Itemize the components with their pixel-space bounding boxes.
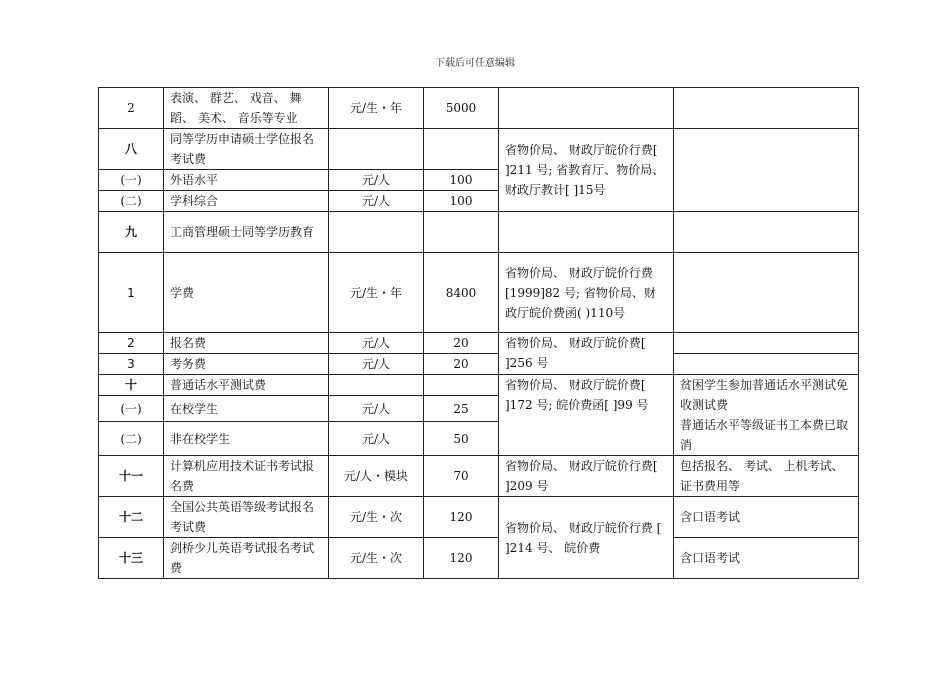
item-name: 学科综合 (164, 191, 329, 212)
item-basis: 省物价局、 财政厅皖价费[ ]172 号; 皖价费函[ ]99 号 (499, 375, 674, 456)
item-name: 普通话水平测试费 (164, 375, 329, 396)
fee-table (98, 87, 859, 579)
table-row (99, 354, 859, 375)
item-unit (329, 212, 424, 253)
item-name: 剑桥少儿英语考试报名考试费 (164, 538, 329, 579)
item-name: 非在校学生 (164, 422, 329, 456)
item-note: 包括报名、 考试、 上机考试、 证书费用等 (674, 456, 859, 497)
item-basis: 省物价局、 财政厅皖价行费[ ]209 号 (499, 456, 674, 497)
item-price: 20 (424, 333, 499, 354)
table-row (99, 497, 859, 538)
row-number: 十二 (99, 497, 164, 538)
note-line: 贫困学生参加普通话水平测试免收测试费 (680, 378, 849, 412)
note-line: 普通话水平等级证书工本费已取消 (680, 418, 849, 452)
item-basis (499, 212, 674, 253)
item-basis: 省物价局、 财政厅皖价费[ ]256 号 (499, 333, 674, 375)
item-note (674, 333, 859, 354)
row-number: 十 (99, 375, 164, 396)
row-number: (二) (99, 191, 164, 212)
item-price: 20 (424, 354, 499, 375)
item-name: 工商管理硕士同等学历教育 (164, 212, 329, 253)
item-price: 50 (424, 422, 499, 456)
row-number: (一) (99, 170, 164, 191)
row-number: 3 (99, 354, 164, 375)
item-basis: 省物价局、 财政厅皖价行费[1999]82 号; 省物价局、财政厅皖价费函( )110号 (499, 253, 674, 333)
item-price (424, 212, 499, 253)
item-name: 在校学生 (164, 396, 329, 422)
item-unit: 元/人 (329, 422, 424, 456)
item-unit (329, 129, 424, 170)
item-price: 5000 (424, 88, 499, 129)
item-name: 全国公共英语等级考试报名考试费 (164, 497, 329, 538)
table-row (99, 333, 859, 354)
table-row (99, 253, 859, 333)
row-number: 1 (99, 253, 164, 333)
item-note (674, 88, 859, 129)
row-number: 八 (99, 129, 164, 170)
item-note (674, 129, 859, 212)
item-unit: 元/人 (329, 354, 424, 375)
table-row (99, 212, 859, 253)
row-number: 2 (99, 88, 164, 129)
item-name: 考务费 (164, 354, 329, 375)
item-note (674, 354, 859, 375)
item-unit: 元/人・模块 (329, 456, 424, 497)
item-unit: 元/生・次 (329, 538, 424, 579)
item-name: 学费 (164, 253, 329, 333)
row-number: 2 (99, 333, 164, 354)
table-row (99, 456, 859, 497)
item-price: 25 (424, 396, 499, 422)
item-name: 表演、 群艺、 戏音、 舞蹈、 美术、 音乐等专业 (164, 88, 329, 129)
row-number: (一) (99, 396, 164, 422)
item-basis: 省物价局、 财政厅皖价行费[ ]211 号; 省教育厅、物价局、 财政厅教计[ ]15号 (499, 129, 674, 212)
item-price: 100 (424, 191, 499, 212)
item-unit: 元/生・次 (329, 497, 424, 538)
item-name: 外语水平 (164, 170, 329, 191)
item-unit: 元/生・年 (329, 253, 424, 333)
item-price: 70 (424, 456, 499, 497)
row-number: 十三 (99, 538, 164, 579)
table-row (99, 88, 859, 129)
page-header: 下载后可任意编辑 (435, 58, 515, 69)
item-note (674, 253, 859, 333)
item-name: 同等学历申请硕士学位报名考试费 (164, 129, 329, 170)
item-note (674, 375, 859, 456)
item-unit (329, 375, 424, 396)
item-price (424, 375, 499, 396)
item-unit: 元/生・年 (329, 88, 424, 129)
item-basis: 省物价局、 财政厅皖价行费 [ ]214 号、 皖价费 (499, 497, 674, 579)
item-name: 计算机应用技术证书考试报名费 (164, 456, 329, 497)
table-row (99, 538, 859, 579)
item-unit: 元/人 (329, 333, 424, 354)
item-price: 100 (424, 170, 499, 191)
row-number: (二) (99, 422, 164, 456)
item-price (424, 129, 499, 170)
item-basis (499, 88, 674, 129)
row-number: 十一 (99, 456, 164, 497)
table-row (99, 375, 859, 396)
item-unit: 元/人 (329, 396, 424, 422)
row-number: 九 (99, 212, 164, 253)
item-name: 报名费 (164, 333, 329, 354)
item-note: 含口语考试 (674, 497, 859, 538)
table-row (99, 129, 859, 170)
item-note: 含口语考试 (674, 538, 859, 579)
item-note (674, 212, 859, 253)
item-price: 120 (424, 538, 499, 579)
item-unit: 元/人 (329, 191, 424, 212)
item-price: 120 (424, 497, 499, 538)
item-price: 8400 (424, 253, 499, 333)
item-unit: 元/人 (329, 170, 424, 191)
